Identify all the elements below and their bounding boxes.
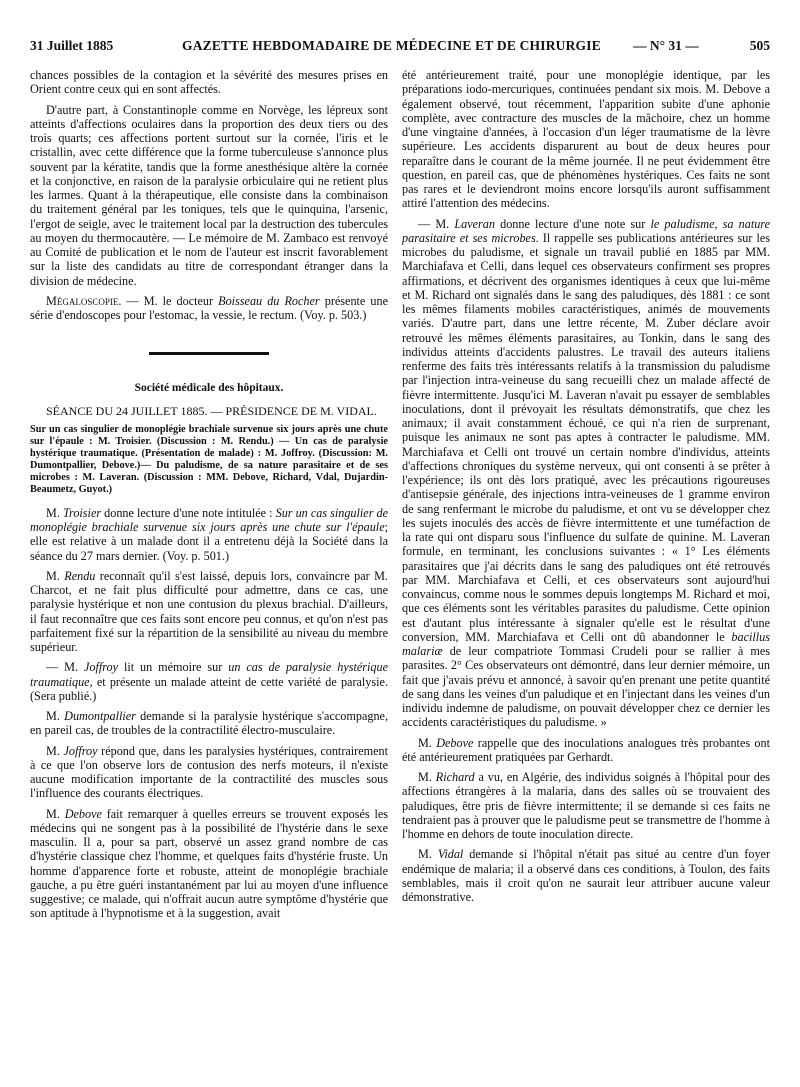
speaker-name: Rendu [64, 568, 96, 583]
paragraph-richard: M. Richard a vu, en Algérie, des individus soignés à l'hôpital pour des affections étrangères à la malaria, dans des salles où se trouvaient des paludiques, être pris de fièvre intermittente; il se demande si ces faits ne tendraient pas à prouver que le paludisme peut se transmettre de l'homme à l'homme en dehors de toute inoculation directe. [402, 770, 771, 841]
paragraph-dumontpallier: M. Dumontpallier demande si la paralysie hystérique s'accompagne, en pareil cas, de troubles de la contractilité électro-musculaire. [30, 709, 388, 738]
section-label: Mégaloscopie. [46, 293, 122, 308]
seance-heading: SÉANCE DU 24 JUILLET 1885. — PRÉSIDENCE DE M. VIDAL. [46, 403, 377, 418]
society-heading: Société médicale des hôpitaux. [134, 382, 284, 395]
speaker-name: Debove [64, 806, 102, 821]
memoire-title: un cas de paralysie hystérique traumatique [30, 660, 388, 689]
left-column [30, 68, 388, 921]
paragraph-troisier: M. Troisier donne lecture d'une note intitulée : Sur un cas singulier de monoplégie brachiale survenue six jours après une chute sur l'épaule; elle est relative à un malade dont il a entretenu déjà la Société dans la séance du 27 mars dernier. (Voy. p. 501.) [30, 505, 388, 563]
bacillus-name: bacillus malariæ [402, 629, 770, 658]
paragraph-contagion: chances possibles de la contagion et la sévérité des mesures prises en Orient contre ceux qui en sont affectés. [30, 68, 388, 97]
session-summary: Sur un cas singulier de monoplégie brachiale survenue six jours après une chute sur l'épaule : M. Troisier. (Discussion : M. Rendu.) — Un cas de paralysie hystérique traumatique. (Présentation de malade) : M. Joffroy. (Discussion: M. Dumontpallier, Debove.)— Du paludisme, de sa nature parasitaire et de ses microbes : M. Laveran. (Discussion : MM. Debove, Richard, Vdal, Dujardin-Beaumetz, Guyot.) [30, 423, 388, 495]
speaker-name: Troisier [62, 505, 102, 520]
issue-date: 31 Juillet 1885 [30, 38, 114, 53]
paragraph-debove: M. Debove fait remarquer à quelles erreurs se trouvent exposés les médecins qui ne songent pas à la possibilité de l'hystérie dans le sexe masculin. Il a, pour sa part, observé un assez grand nombre de cas d'hystérie classique chez l'homme, et quelques faits d'hystérie fruste. Un homme d'apparence forte et robuste, atteint de monoplégie brachiale gauche, a pu être guéri instantanément par lui au moyen d'une influence suggestive; ce malade, qui n'offrait aucun autre symptôme d'hystérie que son aptitude à l'hypnotisme et à la suggestion, avait [30, 806, 389, 921]
paragraph-megaloscopie: Mégaloscopie. — M. le docteur Boisseau du Rocher présente une série d'endoscopes pour l'estomac, la vessie, le rectum. (Voy. p. 503.) [30, 293, 389, 322]
author-name: Boisseau du Rocher [218, 293, 320, 308]
paragraph-debove-gerhardt: M. Debove rappelle que des inoculations analogues très probantes ont été antérieurement pratiquées par Gerhardt. [402, 735, 770, 764]
issue-number: — N° 31 — [633, 38, 699, 53]
speaker-name: Vidal [437, 847, 464, 862]
right-column [402, 68, 770, 904]
section-divider [149, 352, 269, 355]
page-number: 505 [749, 38, 770, 53]
speaker-name: Joffroy [83, 660, 119, 675]
paragraph-debove-continued: été antérieurement traité, pour une monoplégie identique, par les préparations iodo-mercuriques, continuées pendant six mois. M. Debove a également observé, tout récemment, l'apparition subite d'une aphonie complète, avec contracture des muscles de la mâchoire, chez un homme d'une vingtaine d'années, à l'occasion d'un léger traumatisme de la lèvre supérieure. Les accidents disparurent au bout de deux heures pour reparaître dans le courant de la même journée. Il ne peut évidemment être question, en pareil cas, que de phénomènes hystériques. Ces faits ne sont pas rares et le deviendront moins encore lorsqu'ils auront suffisamment attiré l'attention des médecins. [402, 68, 770, 211]
note-title: le paludisme, sa nature parasitaire et ses microbes [402, 216, 771, 245]
speaker-name: Joffroy [63, 743, 98, 758]
running-header [30, 38, 770, 60]
journal-title: GAZETTE HEBDOMADAIRE DE MÉDECINE ET DE CHIRURGIE [182, 38, 601, 53]
paragraph-lepreux: D'autre part, à Constantinople comme en Norvège, les lépreux sont atteints d'affections oculaires dans la proportion des deux tiers ou des trois quarts; ces affections portent surtout sur la cornée, l'iris et le cristallin, avec cette différence que la forme tuberculeuse s'annonce plus souvent par la kératite, tandis que la forme anesthésique altère la cornée et la conjonctive, en raison de la paralysie orbiculaire qui ne retient plus les larmes. Quant à la thérapeutique, elle consiste dans la combinaison du traitement général par les toniques, tels que le quinquina, l'arsenic, l'ergot de seigle, avec le traitement local par la destruction des tubercules au moyen du thermocautère. — Le mémoire de M. Zambaco est renvoyé au Comité de publication et le nom de l'auteur est inscrit favorablement sur la liste des candidats au titre de correspondant étranger dans la division de médecine. [30, 102, 388, 288]
paragraph-joffroy-memoire: — M. Joffroy lit un mémoire sur un cas de paralysie hystérique traumatique, et présente un malade atteint de cette variété de paralysie. (Sera publié.) [30, 660, 388, 703]
paragraph-joffroy-reponse: M. Joffroy répond que, dans les paralysies hystériques, contrairement à ce que l'on observe lors de contusion des nerfs moteurs, il n'existe aucune modification importante de la contractilité des muscles sous l'influence des courants électriques. [30, 743, 389, 801]
paragraph-laveran: — M. Laveran donne lecture d'une note sur le paludisme, sa nature parasitaire et ses microbes. Il rappelle ses publications antérieures sur les microbes du paludisme, et signale un travail publié en 1885 par MM. Marchiafava et Celli, dans lequel ces observateurs confirment ses propres affirmations, et décrivent des organismes identiques à ceux que lui-même et M. Richard ont signalés dans le sang des paludiques, dès 1881 : ce sont les mêmes filaments mobiles caractéristiques, animés de mouvements variés. D'autre part, dans une lettre récente, M. Zuber déclare avoir retrouvé les mêmes éléments parasitaires, au Tonkin, dans le sang des individus atteints d'accidents palustres. Le travail des auteurs italiens renferme des faits très intéressants relatifs à la transmission du paludisme par l'injection intra-veineuse du sang recueilli chez un malade affecté de fièvre intermittente. Jusqu'ici M. Laveran n'avait pu essayer de semblables inoculations, dont il prévoyait les résultats démonstratifs, que chez les animaux; il avait constamment échoué, ce qui n'a rien de surprenant, puisque les animaux ne sont pas aptes à contracter le paludisme. MM. Marchiafava et Celli ont trouvé un certain nombre d'individus, atteints d'affections chroniques du système nerveux, qui ont consenti à se prêter à l'expérience; ils ont dès lors pratiqué, avec les précautions rigoureuses d'antisepsie générale, des injections intra-veineuses de 1 gramme environ de sang renfermant le microbe du paludisme, et ont vu se développer chez les sujets inoculés des accès de fièvre intermittente et une tuméfaction de la rate qui ont disparu sous l'influence du sulfate de quinine. M. Laveran formule, en terminant, les conclusions suivantes : « 1° Les éléments parasitaires que j'ai décrits dans le sang des paludiques ont été retrouvés par MM. Marchiafava et Celli, et ces observateurs sont aujourd'hui convaincus, comme nous le sommes depuis longtemps M. Richard et moi, que ces éléments sont les véritables parasites du paludisme. Cette opinion est d'autant plus intéressante à signaler qu'elle est le résultat d'une conversion, MM. Marchiafava et Celli ont dû abandonner le bacillus malariæ de leur compatriote Tommasi Crudeli pour se rallier à mes parasites. 2° Ces observateurs ont démontré, dans leur dernier mémoire, un fait que j'avais prévu et annoncé, à savoir qu'en prenant une petite quantité de sang dans les veines d'un paludique et en l'injectant dans les veines d'un individu indemne de paludisme, on pouvait développer chez ce dernier les accidents caractéristiques du paludisme. » [402, 216, 771, 730]
speaker-name: Laveran [454, 216, 495, 231]
speaker-name: Richard [435, 770, 475, 784]
speaker-name: Debove [436, 735, 474, 750]
paragraph-vidal: M. Vidal demande si l'hôpital n'était pas situé au centre d'un foyer endémique de malaria; il a observé dans ces conditions, à Toulon, des faits semblables, mais il croit qu'on ne saurait leur attribuer aucune valeur démonstrative. [402, 847, 771, 904]
paragraph-rendu: M. Rendu reconnaît qu'il s'est laissé, depuis lors, convaincre par M. Charcot, et ne fait plus difficulté pour admettre, dans ce cas, une paralysie hystérique et non une contusion du plexus brachial. D'ailleurs, il faut reconnaître que ces faits sont encore peu connus, et qu'on n'est pas parfaitement fixé sur la répartition de la sensibilité au niveau du membre supérieur. [30, 568, 388, 654]
speaker-name: Dumontpallier [64, 709, 136, 723]
note-title: Sur un cas singulier de monoplégie brachiale survenue six jours après une chute sur l'épaule [30, 505, 388, 534]
